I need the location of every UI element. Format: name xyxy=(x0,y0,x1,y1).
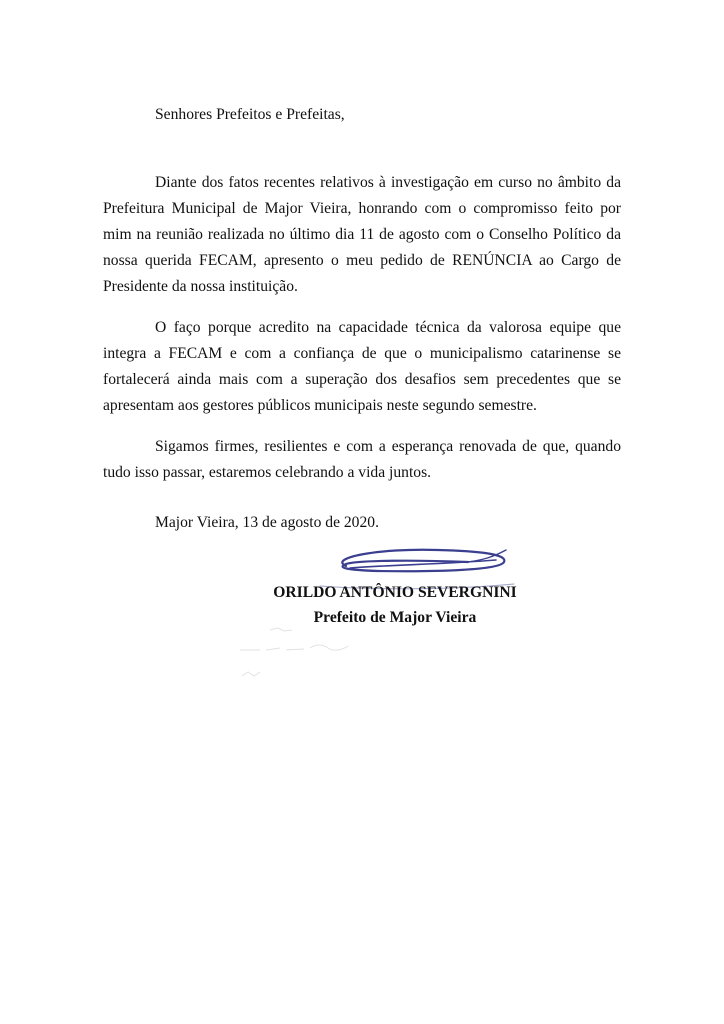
signatory-name: ORILDO ANTÔNIO SEVERGNINI xyxy=(273,584,517,601)
faded-stamp xyxy=(230,612,430,692)
paragraph-resignation: Diante dos fatos recentes relativos à investigação em curso no âmbito da Prefeitura Municipal de Major Vieira, honrando com o compromisso feito por mim na reunião realizada no último dia 11 de agosto com o Conselho Político da nossa querida FECAM, apresento o meu pedido de RENÚNCIA ao Cargo de Presidente da nossa instituição. xyxy=(103,174,621,295)
paragraph-confidence: O faço porque acredito na capacidade técnica da valorosa equipe que integra a FECAM e com a confiança de que o municipalismo catarinense se fortalecerá ainda mais com a superação dos desafios sem precedentes que se apresentam aos gestores públicos municipais neste segundo semestre. xyxy=(103,319,621,414)
letter-body xyxy=(103,170,621,501)
salutation: Senhores Prefeitos e Prefeitas, xyxy=(155,106,345,123)
place-and-date: Major Vieira, 13 de agosto de 2020. xyxy=(155,514,379,531)
signatory-title: Prefeito de Major Vieira xyxy=(313,609,477,626)
paragraph-closing: Sigamos firmes, resilientes e com a esperança renovada de que, quando tudo isso passar, estaremos celebrando a vida juntos. xyxy=(103,438,621,481)
